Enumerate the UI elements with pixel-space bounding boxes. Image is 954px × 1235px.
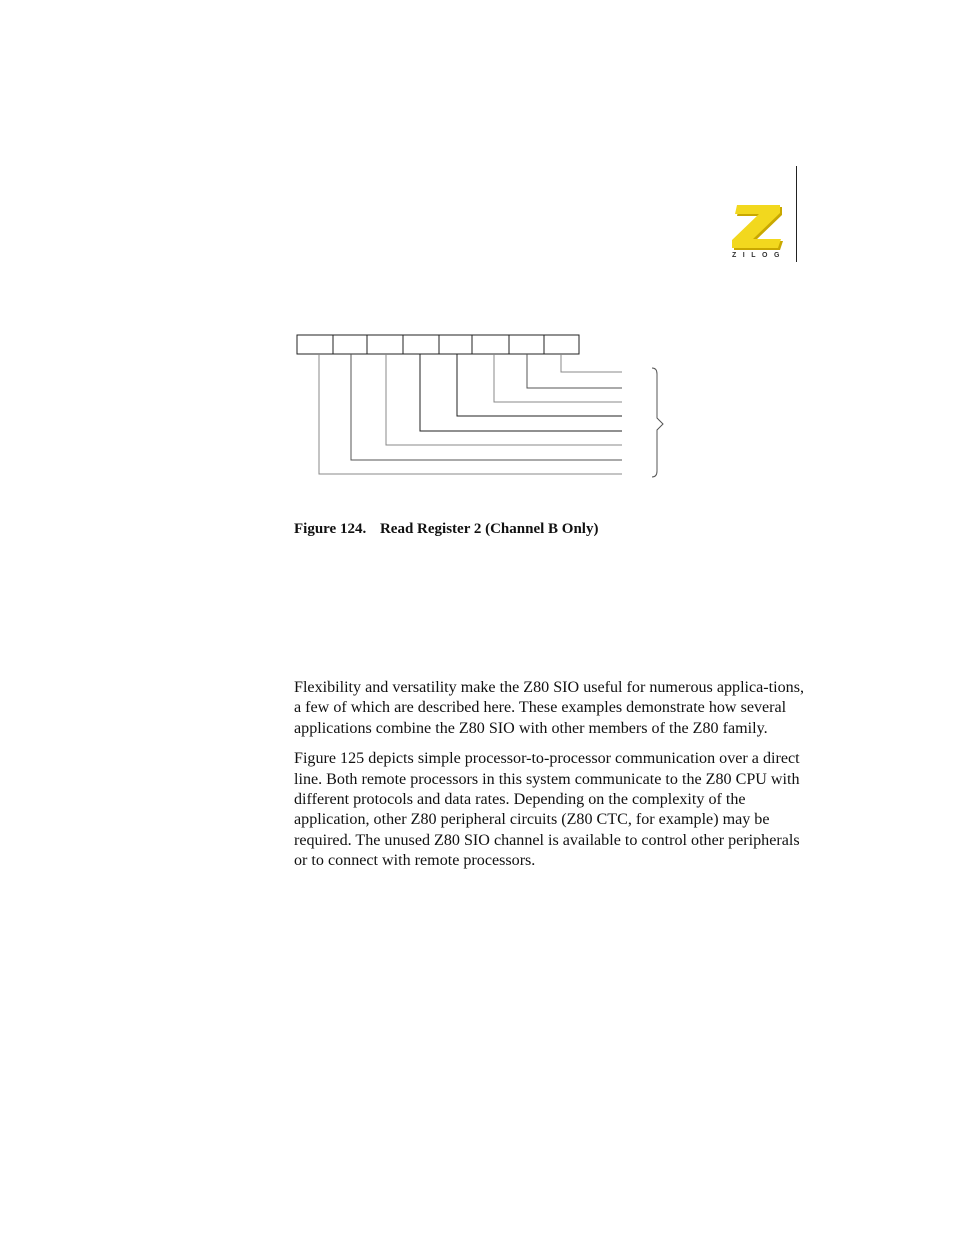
zilog-logo — [730, 203, 788, 263]
bit-leader-lines — [319, 354, 622, 474]
body-text — [294, 678, 804, 882]
register-bit-diagram — [290, 330, 670, 490]
figure-caption — [294, 521, 598, 538]
interrupt-vector-brace — [652, 368, 663, 477]
figure-number: Figure 124. — [294, 521, 367, 537]
zilog-wordmark: ZILOG — [732, 252, 786, 259]
margin-rule — [796, 166, 797, 262]
zilog-z-icon — [730, 203, 788, 251]
paragraph: Figure 125 depicts simple processor-to-processor communication over a direct line. Both remote processors in this system communicate to the Z80 CPU with different protocols and data rates. Depending on the complexity of the application, other Z80 peripheral circuits (Z80 CTC, for example) may be required. The unused Z80 SIO channel is available to control other peripherals or to connect with remote processors. — [294, 750, 800, 870]
paragraph: Flexibility and versatility make the Z80 SIO useful for numerous applica-tions, a few of which are described here. These examples demonstrate how several applications combine the Z80 SIO with other members of the Z80 family. — [294, 679, 804, 737]
figure-title: Read Register 2 (Channel B Only) — [379, 521, 599, 537]
register-bit-cells — [297, 335, 579, 354]
